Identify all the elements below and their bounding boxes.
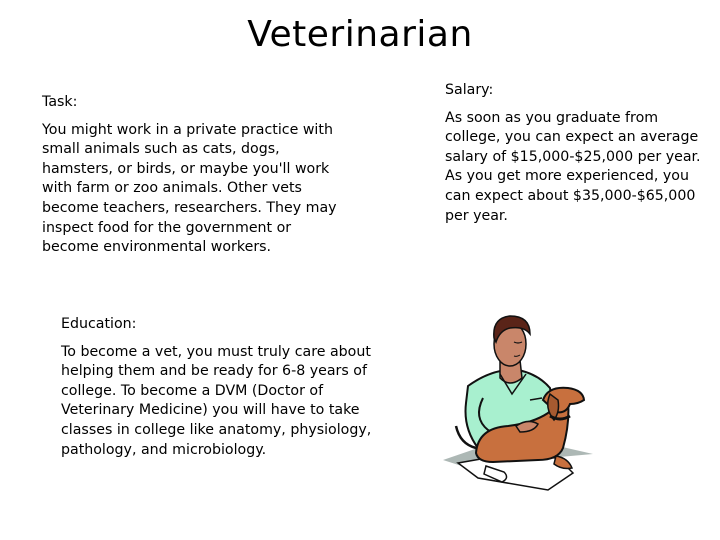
salary-heading: Salary:: [445, 82, 494, 98]
education-body: To become a vet, you must truly care about helping them and be ready for 6-8 years of college. To become a DVM (Doctor of Veterinary Medicine) you will have to take classes in college like anatomy, physiology, pathology, and microbiology.: [61, 343, 372, 458]
vet-dog-clipart-icon: [438, 308, 608, 508]
task-body: You might work in a private practice with small animals such as cats, dogs, hamsters, or birds, or maybe you'll work with farm or zoo animals. Other vets become teachers, researchers. They may inspect food for the government or become environmental workers.: [42, 121, 337, 256]
slide-title: Veterinarian: [247, 14, 473, 55]
salary-section: [445, 81, 713, 226]
task-section: [42, 93, 344, 258]
salary-body: As soon as you graduate from college, you can expect an average salary of $15,000-$25,000 per year. As you get more experienced, you can expect about $35,000-$65,000 per year.: [445, 109, 701, 224]
vet-with-dog-illustration: [438, 308, 608, 508]
education-heading: Education:: [61, 316, 137, 332]
task-heading: Task:: [42, 94, 78, 110]
education-section: [61, 315, 379, 460]
